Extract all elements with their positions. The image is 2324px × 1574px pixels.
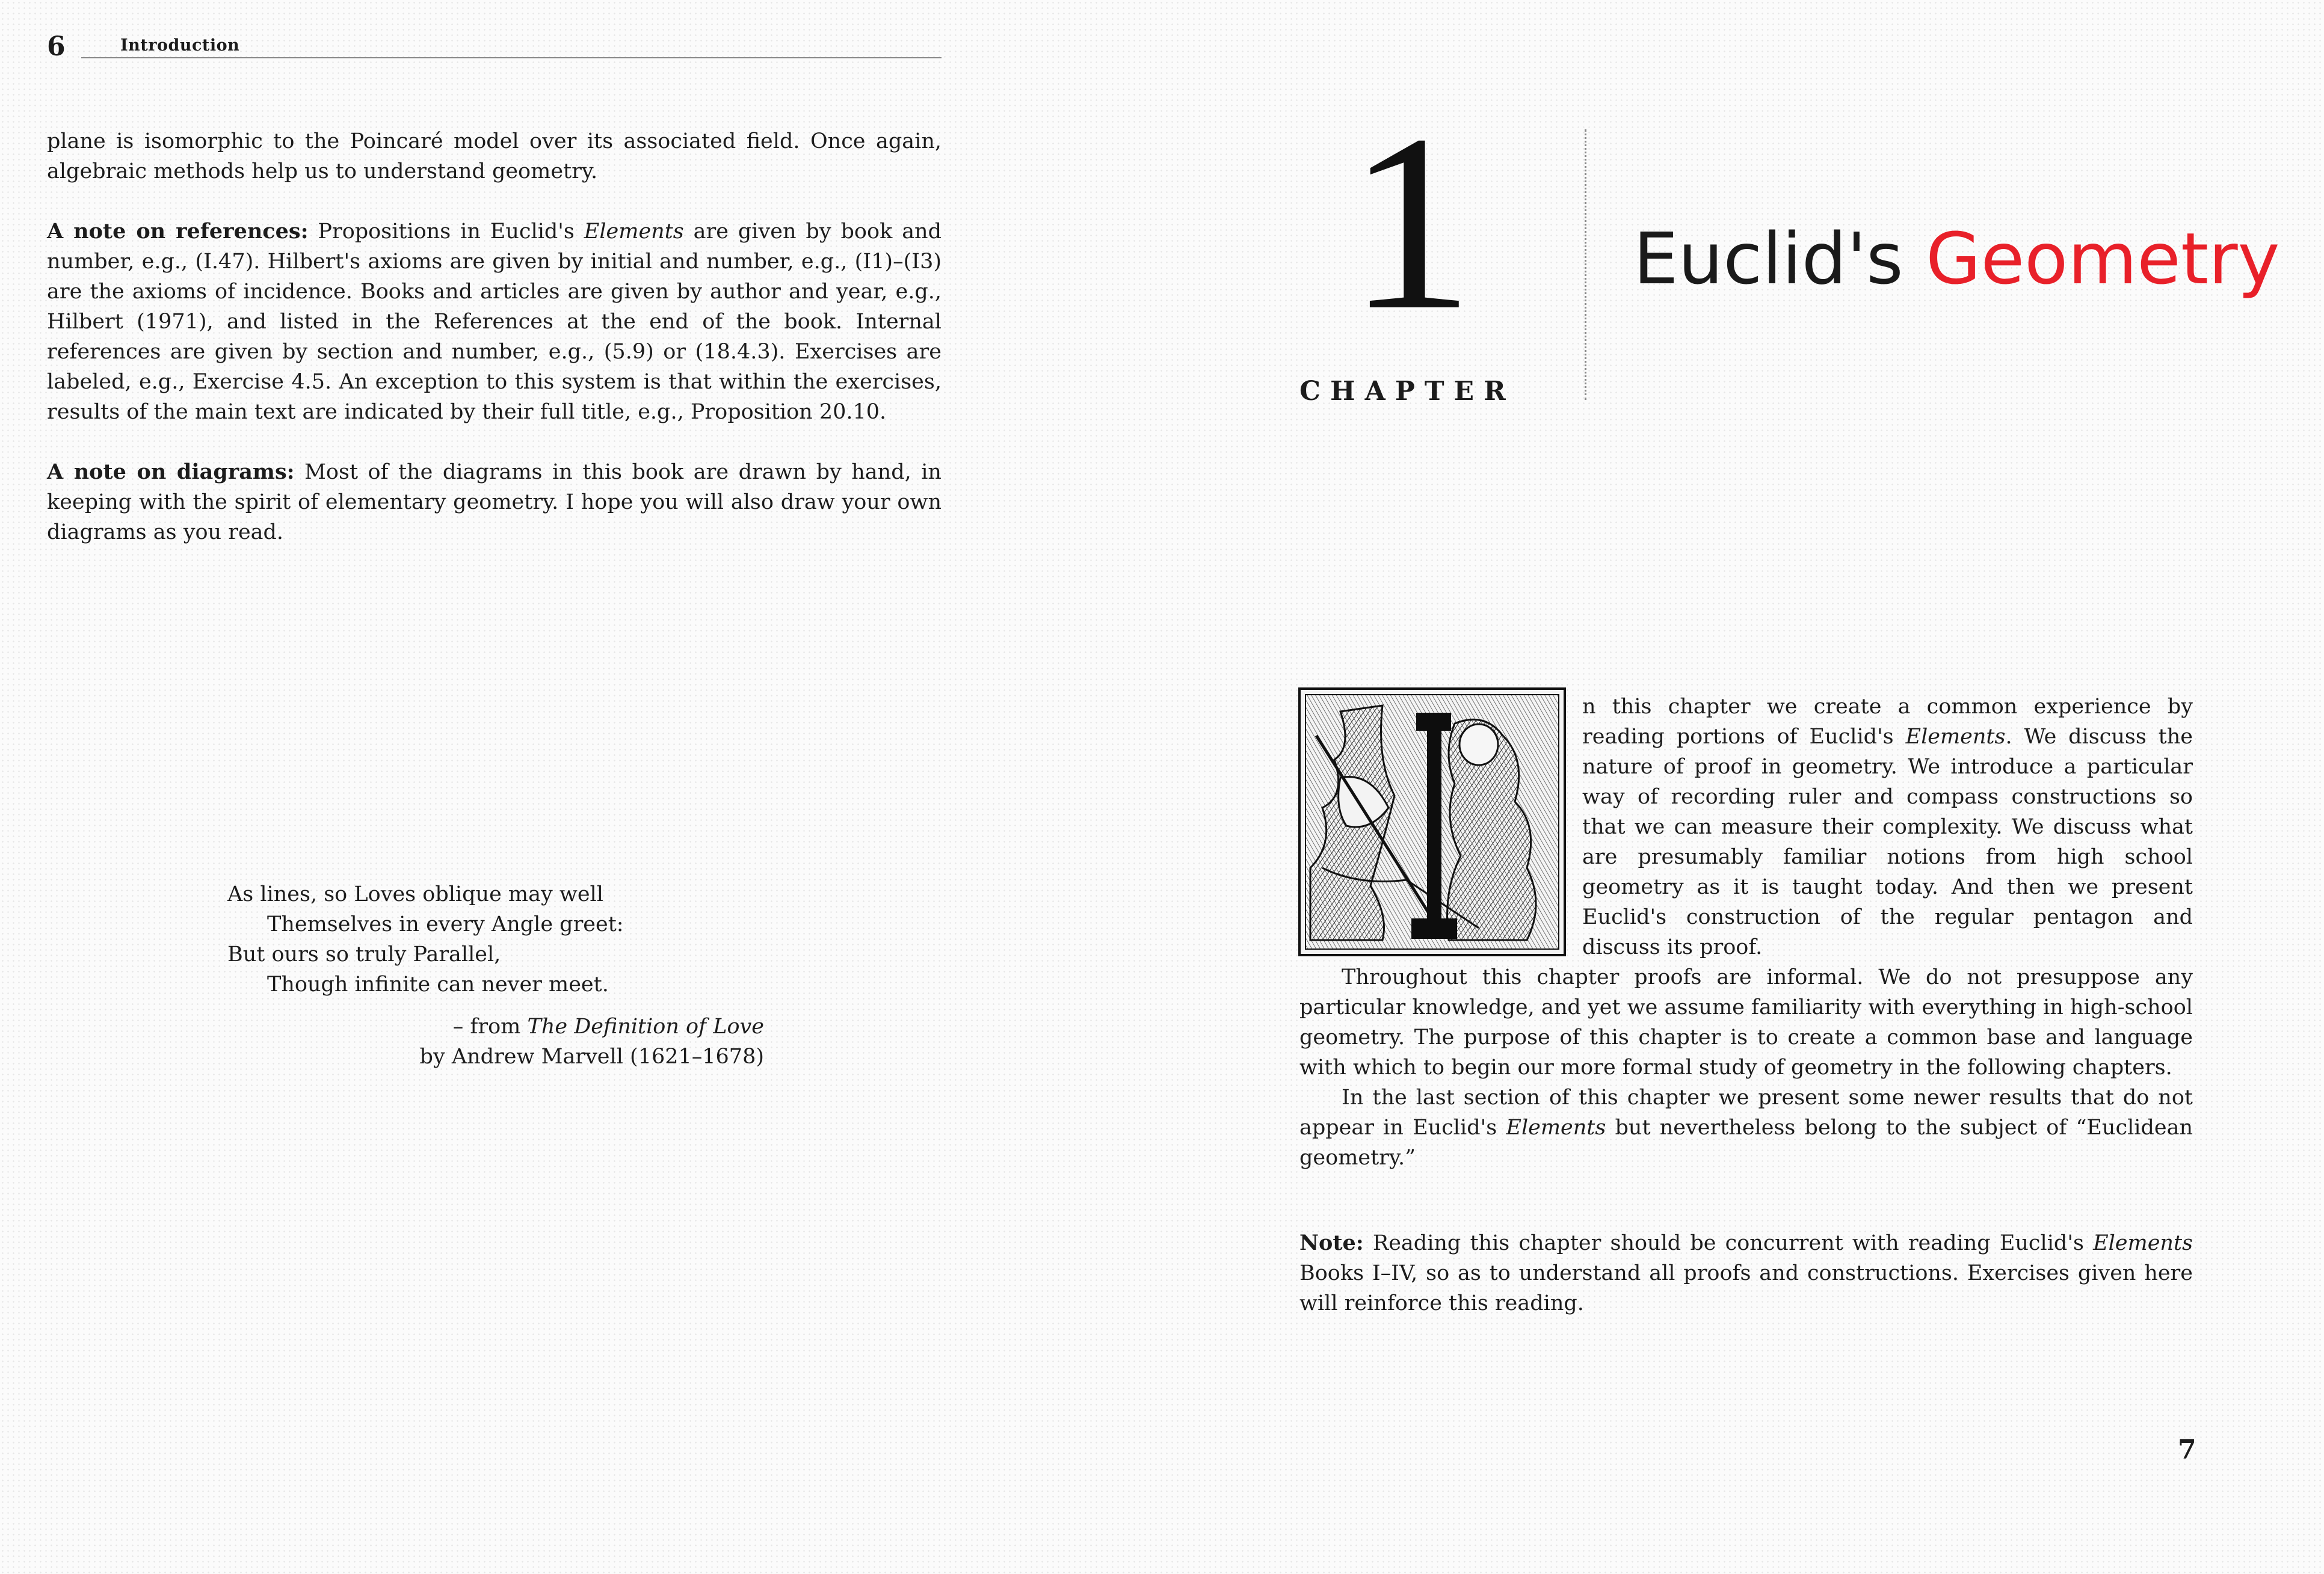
poem-line: But ours so truly Parallel,	[227, 942, 501, 967]
references-note-italic: Elements	[584, 220, 684, 244]
woodcut-drop-cap-image	[1298, 687, 1566, 956]
chapter-divider	[1585, 129, 1586, 400]
chapter-title-part1: Euclid's	[1633, 217, 1926, 300]
references-note-text: Propositions in Euclid's	[308, 220, 584, 244]
diagrams-note-text: Most of the diagrams in this book are drawn by hand, in keeping with the spirit of elementary geometry. I hope you will also draw your own diagrams as you read.	[47, 460, 942, 544]
references-note-label: A note on references:	[47, 219, 309, 244]
references-note-text-cont: are given by book and number, e.g., (I.47). Hilbert's axioms are given by initial and number, e.g., (I1)–(I3) are the axioms of incidence. Books and articles are given by author and year, e.g., Hilbert (1971), and listed in the References at the end of the book. Internal references are given by section and number, e.g., (5.9) or (18.4.3). Exercises are labeled, e.g., Exercise 4.5. An exception to this system is that within the exercises, results of the main text are indicated by their full title, e.g., Proposition 20.10.	[47, 220, 942, 424]
chapter-intro-italic: Elements	[1905, 725, 2006, 749]
last-section-italic: Elements	[1506, 1116, 1606, 1140]
attribution-author: by Andrew Marvell (1621–1678)	[419, 1045, 764, 1069]
last-section-text-cont: but nevertheless belong to the subject of “Euclidean geometry.”	[1299, 1116, 2193, 1170]
chapter-number: 1	[1348, 82, 1474, 362]
note-text: Reading this chapter should be concurrent with reading Euclid's	[1363, 1231, 2094, 1255]
attribution-source	[337, 1012, 764, 1042]
attribution-prefix: – from	[452, 1015, 528, 1039]
note-label: Note:	[1299, 1231, 1364, 1255]
chapter-title-part2: Geometry	[1926, 217, 2280, 300]
poem-line: Themselves in every Angle greet:	[267, 912, 624, 936]
chapter-intro-text: n this chapter we create a common experience by reading portions of Euclid's	[1582, 695, 2193, 749]
note-italic: Elements	[2093, 1231, 2193, 1255]
last-section-text: In the last section of this chapter we present some newer results that do not appear in Euclid's	[1299, 1086, 2193, 1140]
diagrams-note-label: A note on diagrams:	[47, 460, 295, 484]
chapter-title	[1633, 217, 2280, 301]
paragraph-last-section	[1299, 1083, 2193, 1173]
running-head: Introduction	[120, 36, 240, 55]
epigraph-poem	[227, 879, 769, 1000]
paragraph-proofs-informal: Throughout this chapter proofs are informal. We do not presuppose any particular knowledge, and yet we assume familiarity with everything in high-school geometry. The purpose of this chapter is to create a common base and language with which to begin our more formal study of geometry in the following chapters.	[1299, 965, 2193, 1080]
chapter-intro-paragraph	[1582, 692, 2193, 962]
poem-line: As lines, so Loves oblique may well	[227, 882, 603, 906]
chapter-body	[1299, 962, 2193, 1173]
poem-attribution	[337, 1012, 764, 1072]
references-note	[47, 217, 942, 427]
chapter-note	[1299, 1228, 2193, 1318]
chapter-intro-text-cont: . We discuss the nature of proof in geometry. We introduce a particular way of recording ruler and compass constructions so that we can measure their complexity. We discuss what are presumably familiar notions from high school geometry as it is taught today. And then we present Euclid's construction of the regular pentagon and discuss its proof.	[1582, 725, 2193, 959]
note-text-cont: Books I–IV, so as to understand all proofs and constructions. Exercises given here will reinforce this reading.	[1299, 1261, 2193, 1315]
right-page-number: 7	[2178, 1434, 2196, 1465]
left-intro-paragraph: plane is isomorphic to the Poincaré model over its associated field. Once again, algebraic methods help us to understand geometry.	[47, 129, 942, 183]
chapter-label: CHAPTER	[1299, 376, 1515, 407]
left-page-number: 6	[47, 31, 66, 62]
diagrams-note	[47, 457, 942, 547]
attribution-title: The Definition of Love	[527, 1015, 764, 1039]
header-rule	[81, 57, 942, 58]
poem-line: Though infinite can never meet.	[267, 973, 609, 997]
